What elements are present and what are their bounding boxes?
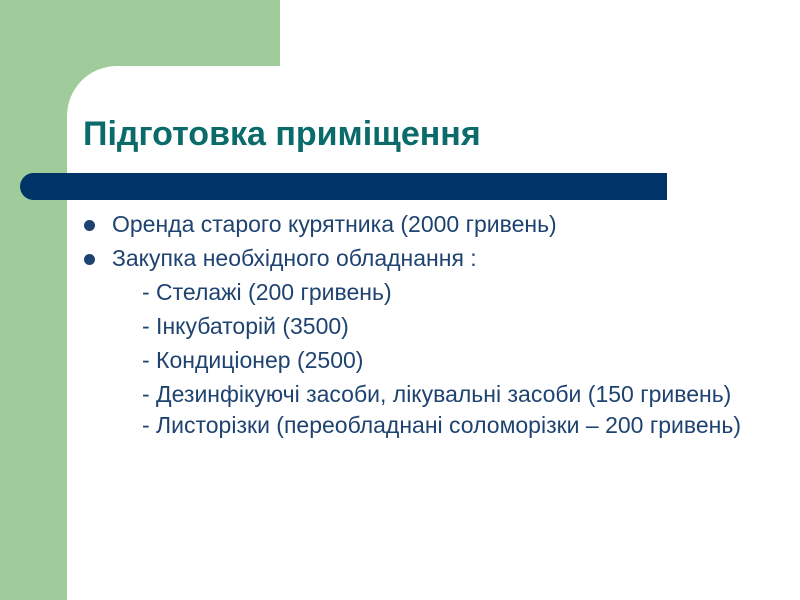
bullet-dot-icon xyxy=(84,220,95,231)
bullet-dot-icon xyxy=(84,254,95,265)
sub-item: - Кондиціонер (2500) xyxy=(142,347,364,373)
bullet-text: Закупка необхідного обладнання : xyxy=(112,245,477,271)
sub-item: - Стелажі (200 гривень) xyxy=(142,279,392,305)
slide-content xyxy=(112,207,752,442)
title-underline-bar xyxy=(20,173,667,200)
sub-item: - Дезинфікуючі засоби, лікувальні засоби (150 гривень) xyxy=(142,381,732,407)
sub-item: - Інкубаторій (3500) xyxy=(142,313,349,339)
bullet-item xyxy=(112,241,752,275)
bullet-text: Оренда старого курятника (2000 гривень) xyxy=(112,211,557,237)
slide-title: Підготовка приміщення xyxy=(83,115,481,153)
decorative-left-band xyxy=(0,0,67,600)
bullet-item xyxy=(112,207,752,241)
sub-item: - Листорізки (переобладнані соломорізки – 200 гривень) xyxy=(142,412,741,438)
